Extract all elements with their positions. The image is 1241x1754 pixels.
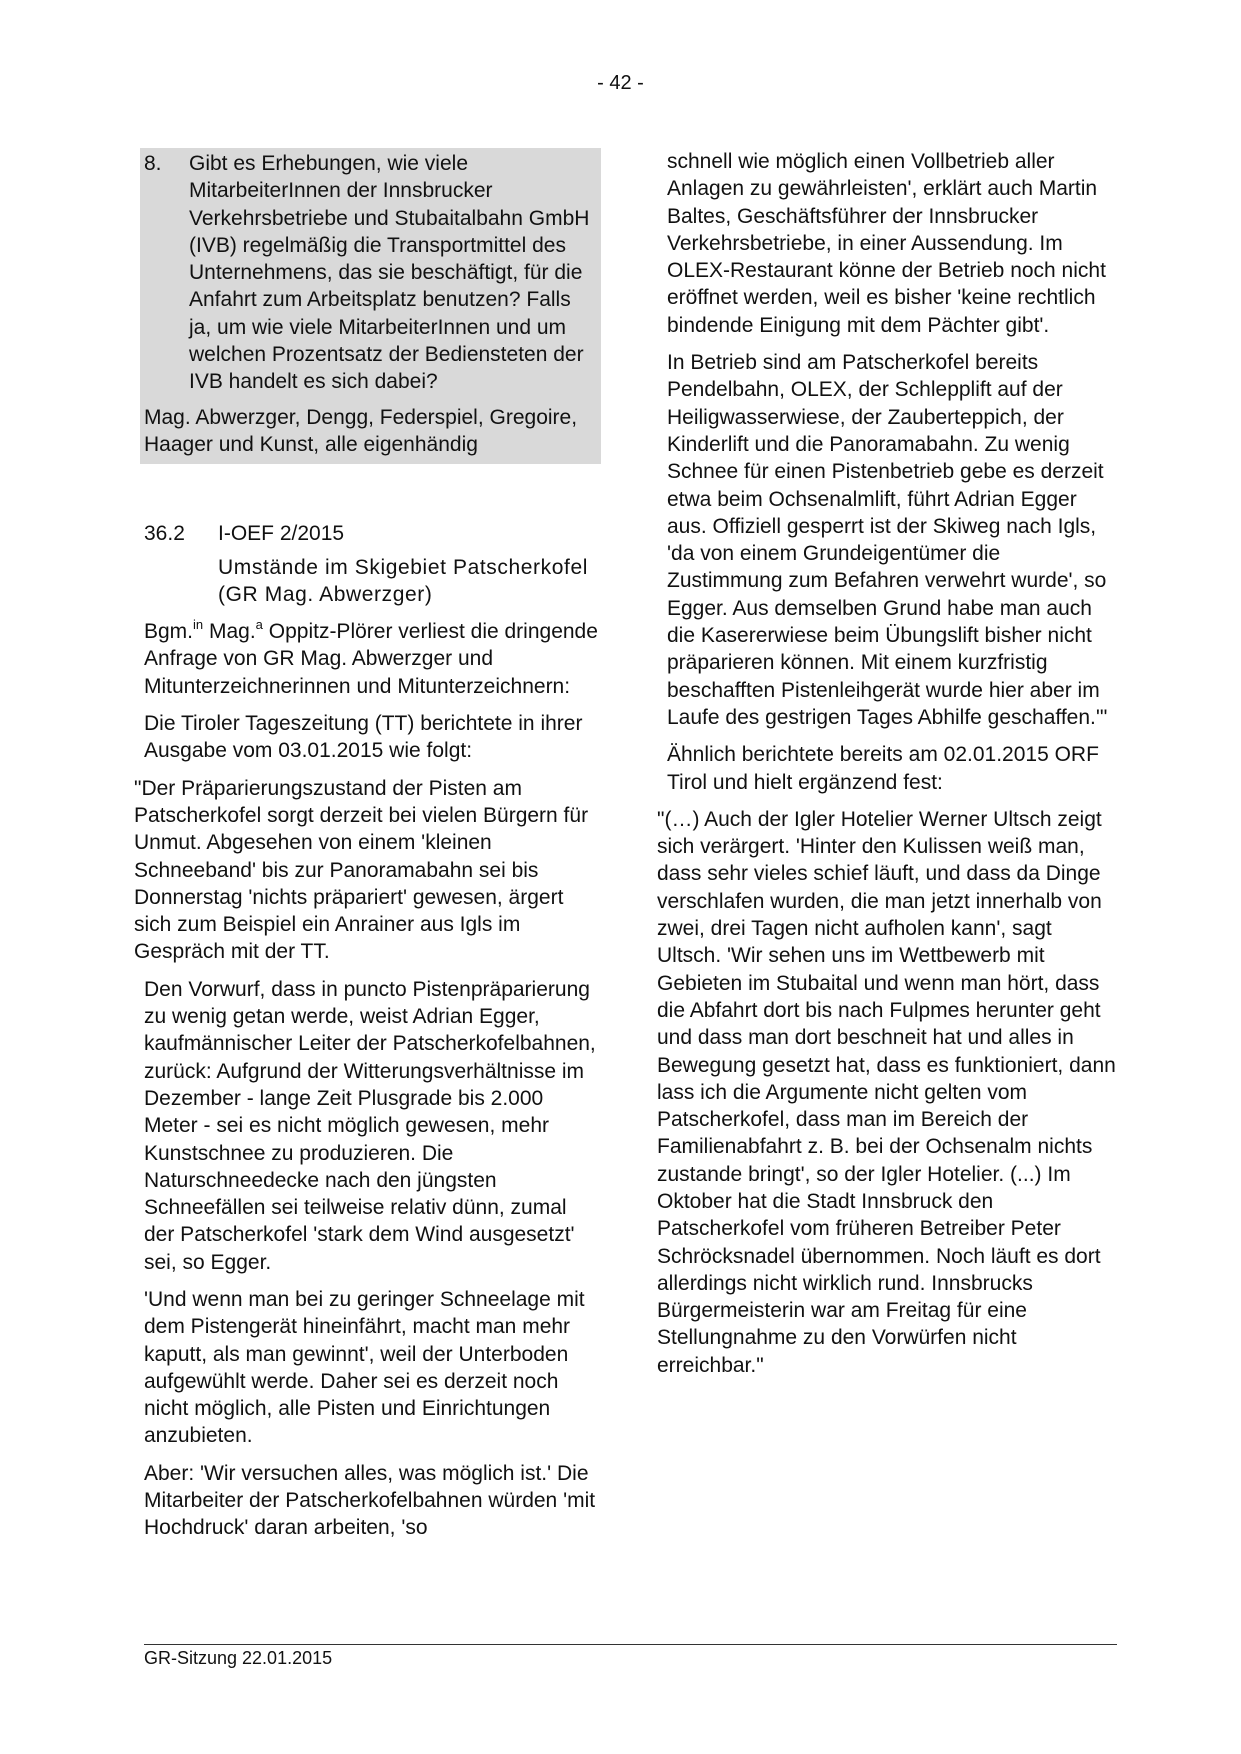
body-paragraph: 'Und wenn man bei zu geringer Schneelage mit dem Pistengerät hineinfährt, macht man mehr kaputt, als man gewinnt', weil der Unterboden aufgewühlt werde. Daher sei es derzeit noch nicht möglich, alle Pisten und Einrichtungen anzubieten. xyxy=(144,1287,585,1448)
body-paragraph: Ähnlich berichtete bereits am 02.01.2015 ORF Tirol und hielt ergänzend fest: xyxy=(667,743,1099,794)
degree-title: Mag. xyxy=(208,620,256,644)
left-column xyxy=(134,148,601,1552)
right-column xyxy=(657,148,1117,1389)
agenda-code: I-OEF 2/2015 xyxy=(218,522,345,546)
body-paragraph: Aber: 'Wir versuchen alles, was möglich ist.' Die Mitarbeiter der Patscherkofelbahnen würden 'mit Hochdruck' daran arbeiten, 'so xyxy=(144,1461,596,1540)
body-paragraph: schnell wie möglich einen Vollbetrieb aller Anlagen zu gewährleisten', erklärt auch Martin Baltes, Geschäftsführer der Innsbrucker Verkehrsbetriebe, in einer Aussendung. Im OLEX-Restaurant könne der Betrieb noch nicht eröffnet werden, weil es bisher 'keine rechtlich bindende Einigung mit dem Pächter gibt'. xyxy=(667,150,1106,337)
mayor-title-sup: in xyxy=(193,617,204,633)
quote-paragraph: "(…) Auch der Igler Hotelier Werner Ultsch zeigt sich verärgert. 'Hinter den Kulissen weiß man, dass sehr vieles schief läuft, und dass da Dinge verschlafen wurden, die man jetzt innerhalb von zwei, drei Tagen nicht aufholen kann', sagt Ultsch. 'Wir sehen uns im Wettbewerb mit Gebieten im Stubaital und wenn man hört, dass die Abfahrt dort bis nach Fulpmes herunter geht und dass man dort beschneit hat und alles in Bewegung gesetzt hat, dass es funktioniert, dann lass ich die Argumente nicht gelten vom Patscherkofel, dass man im Bereich der Familienabfahrt z. B. bei der Ochsenalm nichts zustande bringt', so der Igler Hotelier. (...) Im Oktober hat die Stadt Innsbruck den Patscherkofel vom früheren Betreiber Peter Schröcksnadel übernommen. Noch läuft es dort allerdings nicht wirklich rund. Innsbrucks Bürgermeisterin war am Freitag für eine Stellungnahme zu den Vorwürfen nicht erreichbar." xyxy=(657,807,1116,1377)
signers: Mag. Abwerzger, Dengg, Federspiel, Gregoire, Haager und Kunst, alle eigenhändig xyxy=(144,405,578,456)
agenda-subject: Umstände im Skigebiet Patscherkofel (GR Mag. Abwerzger) xyxy=(218,555,588,606)
quote-paragraph: "Der Präparierungszustand der Pisten am Patscherkofel sorgt derzeit bei vielen Bürgern für Unmut. Abgesehen von einem 'kleinen Schneeband' bis zur Panoramabahn sei bis Donnerstag 'nichts präpariert' gewesen, ärgert sich zum Beispiel ein Anrainer aus Igls im Gespräch mit der TT. xyxy=(134,776,589,964)
agenda-number: 36.2 xyxy=(144,522,185,546)
intro-text: Oppitz-Plörer verliest die dringende Anfrage von GR Mag. Abwerzger und Mitunterzeichnerinnen und Mitunterzeichnern: xyxy=(144,620,598,698)
question-item xyxy=(144,150,595,396)
question-text: Gibt es Erhebungen, wie viele MitarbeiterInnen der Innsbrucker Verkehrsbetriebe und Stubaitalbahn GmbH (IVB) regelmäßig die Transportmittel des Unternehmens, das sie beschäftigt, für die Anfahrt zum Arbeitsplatz benutzen? Falls ja, um wie viele MitarbeiterInnen und um welchen Prozentsatz der Bediensteten der IVB handelt es sich dabei? xyxy=(189,152,590,394)
tt-intro: Die Tiroler Tageszeitung (TT) berichtete in ihrer Ausgabe vom 03.01.2015 wie folgt: xyxy=(144,712,583,763)
mayor-title: Bgm. xyxy=(144,620,194,644)
agenda-item xyxy=(144,520,601,547)
page-number: - 42 - xyxy=(597,72,644,94)
intro-paragraph xyxy=(144,618,601,700)
footer-rule xyxy=(144,1644,1117,1645)
question-box xyxy=(140,148,601,464)
degree-title-sup: a xyxy=(255,617,263,633)
question-number: 8. xyxy=(144,152,162,175)
body-paragraph: In Betrieb sind am Patscherkofel bereits Pendelbahn, OLEX, der Schlepplift auf der Heiligwasserwiese, der Zauberteppich, der Kinderlift und die Panoramabahn. Zu wenig Schnee für einen Pistenbetrieb gebe es derzeit etwa beim Ochsenalmlift, führt Adrian Egger aus. Offiziell gesperrt ist der Skiweg nach Igls, 'da von einem Grundeigentümer die Zustimmung zum Befahren verwehrt wurde', so Egger. Aus demselben Grund habe man auch die Kasererwiese beim Übungslift bisher nicht präparieren können. Mit einem kurzfristig beschafften Pistenleihgerät wurde hier aber im Laufe des gestrigen Tages Abhilfe geschaffen.'" xyxy=(667,351,1108,729)
body-paragraph: Den Vorwurf, dass in puncto Pistenpräparierung zu wenig getan werde, weist Adrian Egger, kaufmännischer Leiter der Patscherkofelbahnen, zurück: Aufgrund der Witterungsverhältnisse im Dezember - lange Zeit Plusgrade bis 2.000 Meter - sei es nicht möglich gewesen, mehr Kunstschnee zu produzieren. Die Naturschneedecke nach den jüngsten Schneefällen sei teilweise relativ dünn, zumal der Patscherkofel 'stark dem Wind ausgesetzt' sei, so Egger. xyxy=(144,977,596,1274)
footer-text: GR-Sitzung 22.01.2015 xyxy=(144,1648,333,1668)
